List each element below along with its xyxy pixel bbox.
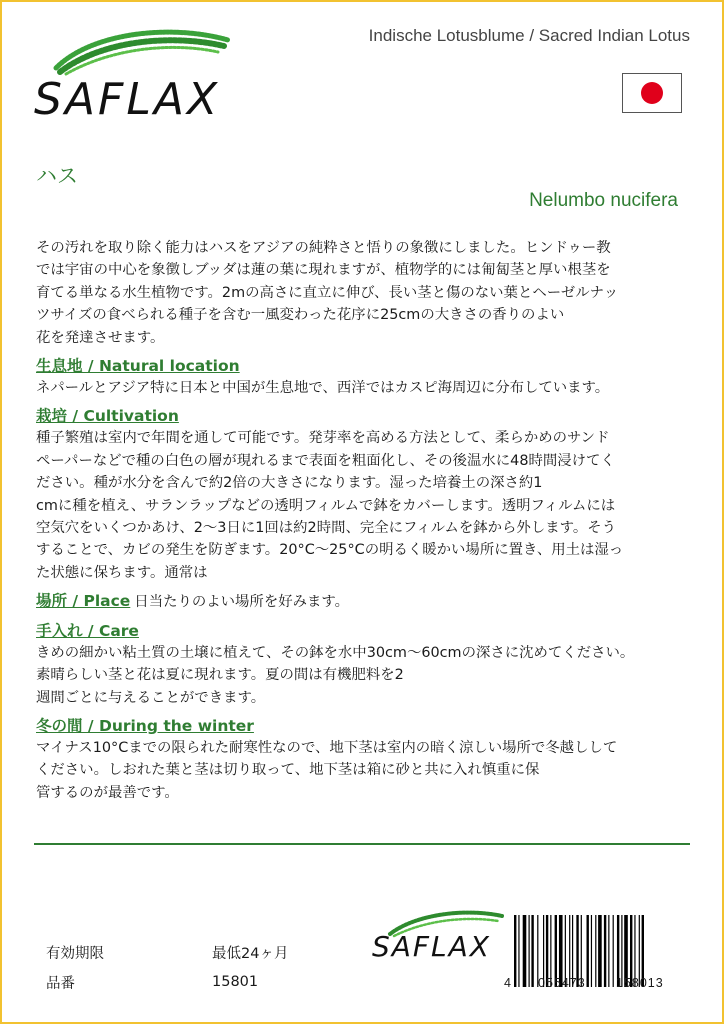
item-number-label: 品番 bbox=[46, 975, 75, 992]
section-care: 手入れ / Care きめの細かい粘土質の土壌に植えて、その鉢を水中30cm～60cmの深さに沈めてください。 素晴らしい茎と花は夏に現れます。夏の間は有機肥料を2 週間ごとに与えることができます。 bbox=[36, 620, 692, 709]
barcode-bar bbox=[529, 915, 530, 987]
barcode-left-digits: 055473 bbox=[538, 976, 586, 990]
section-heading: 手入れ / Care bbox=[36, 621, 139, 640]
place-text: 日当たりのよい場所を好みます。 bbox=[134, 594, 350, 611]
barcode-bar bbox=[591, 915, 592, 987]
barcode-bar bbox=[598, 915, 602, 987]
expiry-label: 有効期限 bbox=[46, 945, 104, 962]
barcode-bar bbox=[608, 915, 609, 987]
section-heading: 場所 / Place bbox=[36, 592, 131, 611]
barcode-bar bbox=[595, 915, 596, 987]
saflax-logo-small bbox=[372, 908, 502, 968]
section-winter: 冬の間 / During the winter マイナス10°Cまでの限られた耐寒性なので、地下茎は室内の暗く涼しい場所で冬越しして ください。しおれた葉と茎は切り取って、地下茎は箱に砂と共に入れ慎重に保 管するのが最善です。 bbox=[36, 715, 692, 804]
logo-swoosh-icon bbox=[52, 26, 232, 76]
flag-red-disc bbox=[641, 82, 663, 104]
section-place bbox=[36, 590, 692, 613]
item-number-row bbox=[46, 967, 288, 997]
barcode-bar bbox=[613, 915, 614, 987]
barcode-bar bbox=[587, 915, 589, 987]
barcode-bar bbox=[518, 915, 519, 987]
japan-flag-icon bbox=[622, 73, 682, 113]
expiry-value: 最低24ヶ月 bbox=[212, 945, 289, 962]
japanese-plant-name: ハス bbox=[36, 164, 78, 188]
latin-plant-name: Nelumbo nucifera bbox=[529, 190, 678, 211]
barcode-first-digit: 4 bbox=[504, 976, 511, 990]
product-title: Indische Lotusblume / Sacred Indian Lotus bbox=[368, 26, 690, 45]
barcode-bar bbox=[523, 915, 527, 987]
expiry-row bbox=[46, 937, 288, 967]
logo-wordmark: SAFLAX bbox=[372, 930, 491, 963]
product-meta bbox=[46, 937, 288, 997]
section-heading: 冬の間 / During the winter bbox=[36, 716, 254, 735]
description-body bbox=[36, 237, 692, 804]
saflax-logo bbox=[34, 26, 234, 126]
section-heading: 生息地 / Natural location bbox=[36, 357, 240, 376]
section-cultivation: 栽培 / Cultivation 種子繁殖は室内で年間を通して可能です。発芽率を高める方法として、柔らかめのサンド ペーパーなどで種の白色の層が現れるまで表面を粗面化し、その後温水に48時間浸けてく ださい。種が水分を含んで約2倍の大きさになります。湿った培養土の深さ約1 cmに種を植え、サランラップなどの透明フィルムで鉢をカバーします。透明フィルムには 空気穴をいくつかあけ、2～3日に1回は約2時間、完全にフィルムを鉢から外します。そう することで、カビの発生を防ぎます。20°C～25°Cの明るく暖かい場所に置き、用土は湿っ た状態に保ちます。通常は bbox=[36, 405, 692, 584]
logo-wordmark: SAFLAX bbox=[34, 74, 221, 125]
item-number-value: 15801 bbox=[212, 974, 259, 990]
footer-divider bbox=[34, 843, 690, 845]
barcode-bar bbox=[531, 915, 533, 987]
barcode-bar bbox=[514, 915, 516, 987]
section-heading: 栽培 / Cultivation bbox=[36, 407, 179, 426]
section-natural-location: 生息地 / Natural location ネパールとアジア特に日本と中国が生息地で、西洋ではカスピ海周辺に分布しています。 bbox=[36, 355, 692, 399]
barcode-bar bbox=[604, 915, 606, 987]
barcode-right-digits: 158013 bbox=[616, 976, 664, 990]
intro-paragraph: その汚れを取り除く能力はハスをアジアの純粋さと悟りの象徴にしました。ヒンドゥー教 では宇宙の中心を象徴しブッダは蓮の葉に現れますが、植物学的には匍匐茎と厚い根茎を 育てる単なる水生植物です。2mの高さに直立に伸び、長い茎と傷のない葉とヘーゼルナッ ツサイズの食べられる種子を含む一風変わった花序に25cmの大きさの香りのよい 花を発達させます。 bbox=[36, 240, 619, 346]
